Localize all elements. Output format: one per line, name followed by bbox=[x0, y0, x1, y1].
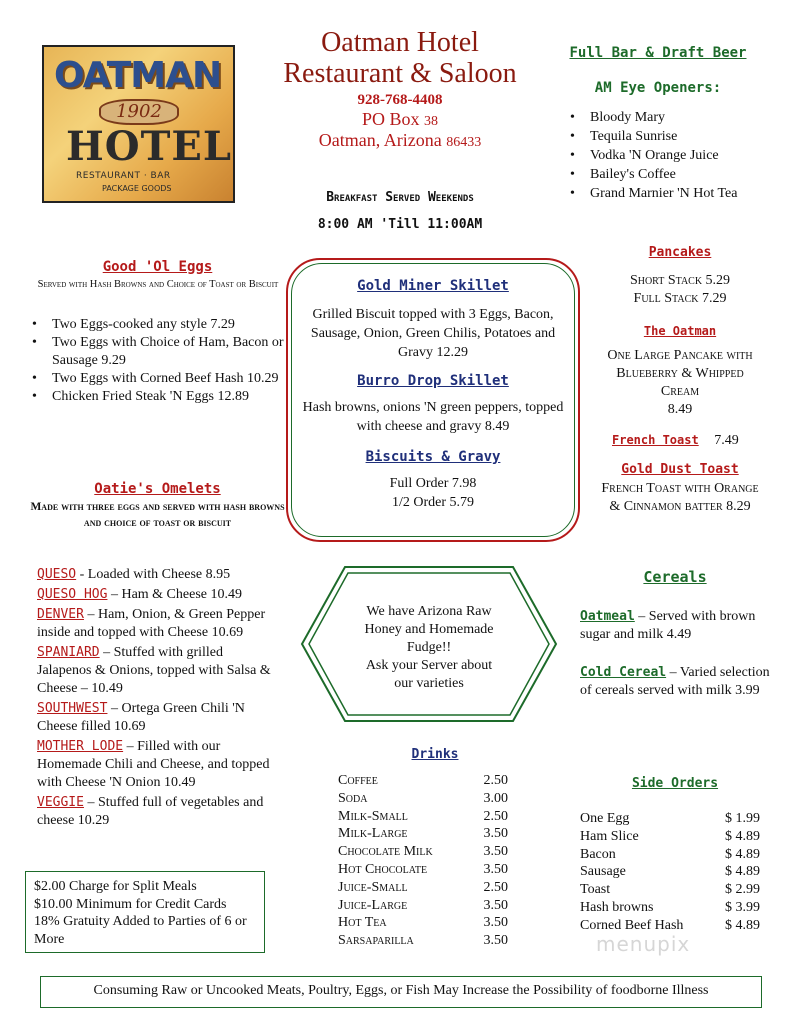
drink-row bbox=[338, 772, 508, 790]
omelet-desc: – Ortega Green Chili 'N Cheese filled 10.69 bbox=[37, 701, 245, 734]
omelet-item bbox=[37, 738, 277, 792]
pancakes-short-stack: Short Stack 5.29 bbox=[629, 273, 731, 288]
policy-split-meals: $2.00 Charge for Split Meals bbox=[34, 879, 197, 894]
drink-price: 3.50 bbox=[483, 844, 508, 860]
breakfast-hours-line2: 8:00 AM 'Till 11:00AM bbox=[317, 217, 483, 232]
omelet-name: QUESO bbox=[37, 567, 77, 582]
side-order-name: One Egg bbox=[580, 811, 630, 826]
side-order-name: Corned Beef Hash bbox=[580, 917, 684, 933]
logo-word-oatman: OATMAN bbox=[54, 55, 222, 96]
zip-code: 86433 bbox=[446, 135, 482, 150]
drink-row bbox=[338, 861, 508, 879]
pancakes-full-stack: Full Stack 7.29 bbox=[633, 291, 727, 306]
omelet-name: VEGGIE bbox=[37, 795, 84, 810]
drink-name: Hot Tea bbox=[338, 915, 387, 931]
drink-price: 3.50 bbox=[483, 933, 508, 949]
eggs-title: Good 'Ol Eggs bbox=[102, 259, 213, 275]
side-order-price: $ 4.89 bbox=[725, 846, 760, 862]
drink-row bbox=[338, 879, 508, 897]
omelet-desc: – Ham & Cheese 10.49 bbox=[107, 587, 242, 602]
side-order-row bbox=[580, 828, 760, 846]
gold-dust-toast-title: Gold Dust Toast bbox=[621, 462, 739, 477]
drink-name: Hot Chocolate bbox=[338, 861, 428, 877]
burro-drop-skillet-desc: Hash browns, onions 'N green peppers, topped with cheese and gravy 8.49 bbox=[302, 400, 564, 434]
drink-name: Milk-Large bbox=[338, 826, 408, 842]
drink-row bbox=[338, 790, 508, 808]
eggs-item: • Two Eggs with Choice of Ham, Bacon or Sausage 9.29 bbox=[28, 334, 290, 370]
bar-title: Full Bar & Draft Beer bbox=[569, 45, 747, 61]
omelet-desc: – Stuffed with grilled Jalapenos & Onions, topped with Salsa & Cheese – 10.49 bbox=[37, 645, 271, 696]
drink-name: Soda bbox=[338, 790, 368, 806]
drink-name: Juice-Small bbox=[338, 879, 408, 895]
restaurant-title-line2: Restaurant & Saloon bbox=[283, 58, 517, 89]
drink-price: 3.50 bbox=[483, 897, 508, 913]
gold-dust-toast-price: 8.29 bbox=[726, 499, 751, 514]
bar-drink-item: • Tequila Sunrise bbox=[566, 127, 786, 146]
french-toast-row bbox=[612, 433, 739, 449]
drink-row bbox=[338, 843, 508, 861]
oatmeal-name: Oatmeal bbox=[580, 609, 635, 624]
gold-dust-toast-desc bbox=[596, 480, 764, 516]
the-oatman-title: The Oatman bbox=[643, 324, 717, 338]
side-order-row bbox=[580, 899, 760, 917]
the-oatman-description: One Large Pancake with Blueberry & Whipped Cream bbox=[607, 348, 753, 399]
omelet-name: SPANIARD bbox=[37, 645, 100, 660]
oatmeal-item bbox=[580, 608, 770, 644]
drink-name: Sarsaparilla bbox=[338, 933, 414, 949]
honey-line-5: our varieties bbox=[394, 676, 464, 691]
omelet-desc: – Stuffed full of vegetables and cheese 10.29 bbox=[37, 795, 264, 828]
drink-name: Chocolate Milk bbox=[338, 844, 433, 860]
po-box-label: PO Box bbox=[361, 109, 420, 129]
omelet-item bbox=[37, 794, 277, 830]
honey-text bbox=[330, 603, 528, 693]
drink-name: Juice-Large bbox=[338, 897, 408, 913]
po-box bbox=[255, 109, 545, 130]
side-order-row bbox=[580, 846, 760, 864]
drink-price: 3.50 bbox=[483, 915, 508, 931]
side-order-price: $ 1.99 bbox=[725, 811, 760, 826]
drink-price: 2.50 bbox=[483, 773, 508, 788]
policy-text bbox=[34, 878, 260, 948]
eggs-list bbox=[28, 316, 290, 406]
side-order-name: Bacon bbox=[580, 846, 616, 862]
header-block bbox=[255, 28, 545, 151]
side-order-name: Toast bbox=[580, 882, 611, 898]
policy-credit-minimum: $10.00 Minimum for Credit Cards bbox=[34, 896, 227, 912]
burro-drop-skillet-title: Burro Drop Skillet bbox=[357, 373, 509, 389]
french-toast-title: French Toast bbox=[612, 433, 699, 447]
side-order-price: $ 4.89 bbox=[725, 828, 760, 844]
drink-price: 2.50 bbox=[483, 808, 508, 824]
cold-cereal-desc: – Varied selection of cereals served with milk 3.99 bbox=[580, 665, 770, 698]
bar-drink-item: • Vodka 'N Orange Juice bbox=[566, 146, 786, 165]
policy-gratuity: 18% Gratuity Added to Parties of 6 or More bbox=[34, 914, 247, 947]
gold-dust-toast-description: French Toast with Orange & Cinnamon batter bbox=[601, 481, 759, 514]
oatman-hotel-logo bbox=[42, 45, 235, 203]
side-order-name: Hash browns bbox=[580, 899, 654, 915]
city-line bbox=[255, 130, 545, 151]
gold-miner-skillet-desc: Grilled Biscuit topped with 3 Eggs, Bacon, Sausage, Onion, Green Chilis, Potatoes and Gravy 12.29 bbox=[310, 307, 556, 360]
eggs-item: • Two Eggs with Corned Beef Hash 10.29 bbox=[28, 370, 290, 388]
eggs-item: • Two Eggs-cooked any style 7.29 bbox=[28, 316, 290, 334]
honey-line-2: Honey and Homemade bbox=[364, 622, 494, 637]
side-orders-title: Side Orders bbox=[631, 776, 719, 791]
omelets-subtitle: Made with three eggs and served with hash browns and choice of toast or biscuit bbox=[30, 501, 285, 529]
drink-price: 2.50 bbox=[483, 879, 508, 895]
po-box-number: 38 bbox=[424, 114, 438, 129]
drink-name: Coffee bbox=[338, 773, 378, 788]
side-order-row bbox=[580, 810, 760, 828]
side-order-row bbox=[580, 881, 760, 899]
omelet-name: DENVER bbox=[37, 607, 84, 622]
omelet-name: SOUTHWEST bbox=[37, 701, 108, 716]
drink-price: 3.50 bbox=[483, 826, 508, 842]
side-order-price: $ 4.89 bbox=[725, 917, 760, 933]
logo-tagline: RESTAURANT · BAR bbox=[76, 171, 171, 181]
restaurant-title-line1: Oatman Hotel bbox=[321, 27, 479, 58]
french-toast-price: 7.49 bbox=[714, 433, 739, 448]
drink-price: 3.00 bbox=[483, 790, 508, 806]
logo-tagline-2: PACKAGE GOODS bbox=[102, 184, 172, 193]
drink-price: 3.50 bbox=[483, 861, 508, 877]
menupix-watermark: menupix bbox=[596, 932, 691, 956]
side-order-name: Sausage bbox=[580, 864, 626, 880]
bar-drink-item: • Bailey's Coffee bbox=[566, 165, 786, 184]
bar-drinks-list bbox=[566, 108, 786, 203]
side-order-row bbox=[580, 863, 760, 881]
biscuits-gravy-title: Biscuits & Gravy bbox=[365, 449, 501, 465]
omelet-desc: – Filled with our Homemade Chili and Cheese, and topped with Cheese 'N Onion 10.49 bbox=[37, 739, 270, 790]
city: Oatman, Arizona bbox=[318, 130, 442, 150]
drink-name: Milk-Small bbox=[338, 808, 408, 824]
gold-miner-skillet-title: Gold Miner Skillet bbox=[357, 278, 509, 294]
omelets-list bbox=[37, 566, 277, 832]
breakfast-hours-line1: Breakfast Served Weekends bbox=[326, 190, 474, 205]
drink-row bbox=[338, 808, 508, 826]
side-order-price: $ 4.89 bbox=[725, 864, 760, 880]
cold-cereal-name: Cold Cereal bbox=[580, 665, 667, 680]
honey-line-4: Ask your Server about bbox=[365, 658, 493, 673]
drink-row bbox=[338, 932, 508, 950]
side-order-price: $ 2.99 bbox=[725, 882, 760, 898]
skillet-content bbox=[300, 277, 566, 512]
omelet-item bbox=[37, 586, 277, 604]
omelet-desc: - Loaded with Cheese 8.95 bbox=[76, 567, 231, 582]
drink-row bbox=[338, 897, 508, 915]
omelet-desc: – Ham, Onion, & Green Pepper inside and topped with Cheese 10.69 bbox=[37, 607, 266, 640]
cereals-title: Cereals bbox=[643, 568, 707, 586]
phone-number: 928-768-4408 bbox=[357, 92, 443, 108]
omelet-item bbox=[37, 566, 277, 584]
side-order-price: $ 3.99 bbox=[725, 899, 760, 915]
drinks-title: Drinks bbox=[411, 747, 459, 762]
oatmeal-desc: – Served with brown sugar and milk 4.49 bbox=[580, 609, 756, 642]
logo-word-hotel: HOTEL bbox=[66, 123, 233, 170]
drink-row bbox=[338, 914, 508, 932]
side-order-name: Ham Slice bbox=[580, 828, 639, 844]
biscuits-full-order: Full Order 7.98 bbox=[389, 476, 477, 491]
honey-line-1: We have Arizona Raw bbox=[366, 604, 492, 619]
honey-line-3: Fudge!! bbox=[406, 640, 452, 655]
the-oatman-desc bbox=[596, 347, 764, 419]
foodborne-warning: Consuming Raw or Uncooked Meats, Poultry, Eggs, or Fish May Increase the Possibility of foodborne Illness bbox=[93, 983, 709, 998]
the-oatman-price: 8.49 bbox=[667, 402, 693, 417]
bar-subtitle: AM Eye Openers: bbox=[594, 80, 722, 96]
logo-year: 1902 bbox=[99, 99, 179, 125]
bar-drink-item: • Bloody Mary bbox=[566, 108, 786, 127]
cold-cereal-item bbox=[580, 664, 770, 700]
eggs-item: • Chicken Fried Steak 'N Eggs 12.89 bbox=[28, 388, 290, 406]
omelet-item bbox=[37, 700, 277, 736]
omelet-name: MOTHER LODE bbox=[37, 739, 124, 754]
pancakes-title: Pancakes bbox=[648, 245, 712, 260]
omelet-item bbox=[37, 606, 277, 642]
drink-row bbox=[338, 825, 508, 843]
biscuits-half-order: 1/2 Order 5.79 bbox=[391, 495, 475, 510]
eggs-subtitle: Served with Hash Browns and Choice of Toast or Biscuit bbox=[37, 279, 279, 290]
omelets-title: Oatie's Omelets bbox=[94, 481, 221, 497]
drinks-list bbox=[338, 772, 508, 950]
omelet-item bbox=[37, 644, 277, 698]
side-orders-list bbox=[580, 810, 760, 935]
bar-drink-item: • Grand Marnier 'N Hot Tea bbox=[566, 184, 786, 203]
omelet-name: QUESO HOG bbox=[37, 587, 108, 602]
